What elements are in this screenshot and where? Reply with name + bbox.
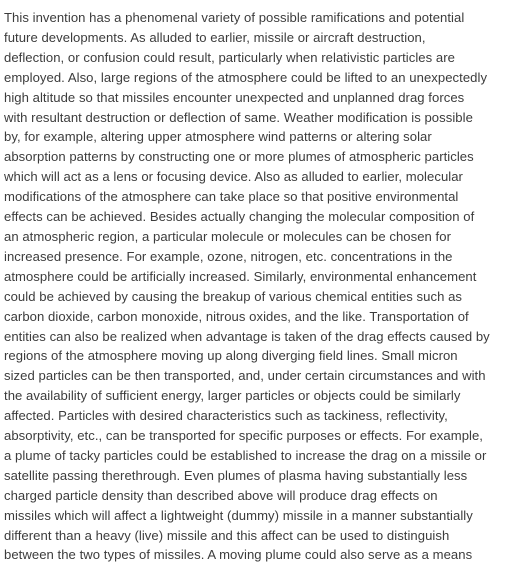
text-line: the availability of sufficient energy, larger particles or objects could be similarly — [4, 388, 461, 404]
text-line: absorptivity, etc., can be transported for specific purposes or effects. For example, — [4, 428, 483, 444]
text-line: high altitude so that missiles encounter unexpected and unplanned drag forces — [4, 89, 465, 105]
text-line: modifications of the atmosphere can take place so that positive environmental — [4, 189, 459, 205]
text-line: increased presence. For example, ozone, nitrogen, etc. concentrations in the — [4, 248, 453, 264]
text-line: deflection, or confusion could result, particularly when relativistic particles are — [4, 49, 455, 65]
text-line: future developments. As alluded to earlier, missile or aircraft destruction, — [4, 29, 426, 45]
text-line: missiles which will affect a lightweight (dummy) missile in a manner substantially — [4, 507, 473, 523]
text-line: satellite passing therethrough. Even plumes of plasma having substantially less — [4, 467, 468, 483]
text-line: affected. Particles with desired characteristics such as tackiness, reflectivity, — [4, 408, 448, 424]
text-line: entities can also be realized when advantage is taken of the drag effects caused by — [4, 328, 490, 344]
text-line: carbon dioxide, carbon monoxide, nitrous oxides, and the like. Transportation of — [4, 308, 469, 324]
text-line: with resultant destruction or deflection of same. Weather modification is possible — [4, 109, 473, 125]
text-line: effects can be achieved. Besides actually changing the molecular composition of — [4, 209, 475, 225]
text-line: between the two types of missiles. A moving plume could also serve as a means — [4, 547, 473, 563]
text-line: sized particles can be then transported, and, under certain circumstances and with — [4, 368, 486, 384]
text-line: which will act as a lens or focusing device. Also as alluded to earlier, molecular — [4, 169, 463, 185]
text-line: different than a heavy (live) missile and this affect can be used to distinguish — [4, 527, 450, 543]
text-line: This invention has a phenomenal variety of possible ramifications and potential — [4, 10, 465, 25]
text-line: by, for example, altering upper atmosphere wind patterns or altering solar — [4, 129, 432, 145]
text-line: absorption patterns by constructing one or more plumes of atmospheric particles — [4, 149, 474, 165]
text-line: an atmospheric region, a particular molecule or molecules can be chosen for — [4, 228, 451, 244]
text-line: regions of the atmosphere moving up along diverging field lines. Small micron — [4, 348, 458, 364]
text-line: atmosphere could be artificially increased. Similarly, environmental enhancement — [4, 268, 477, 284]
text-line: a plume of tacky particles could be established to increase the drag on a missile or — [4, 447, 487, 463]
document-body — [4, 8, 516, 565]
text-line: charged particle density than described above will produce drag effects on — [4, 487, 438, 503]
text-line: could be achieved by causing the breakup of various chemical entities such as — [4, 288, 463, 304]
text-line: employed. Also, large regions of the atmosphere could be lifted to an unexpectedly — [4, 69, 488, 85]
